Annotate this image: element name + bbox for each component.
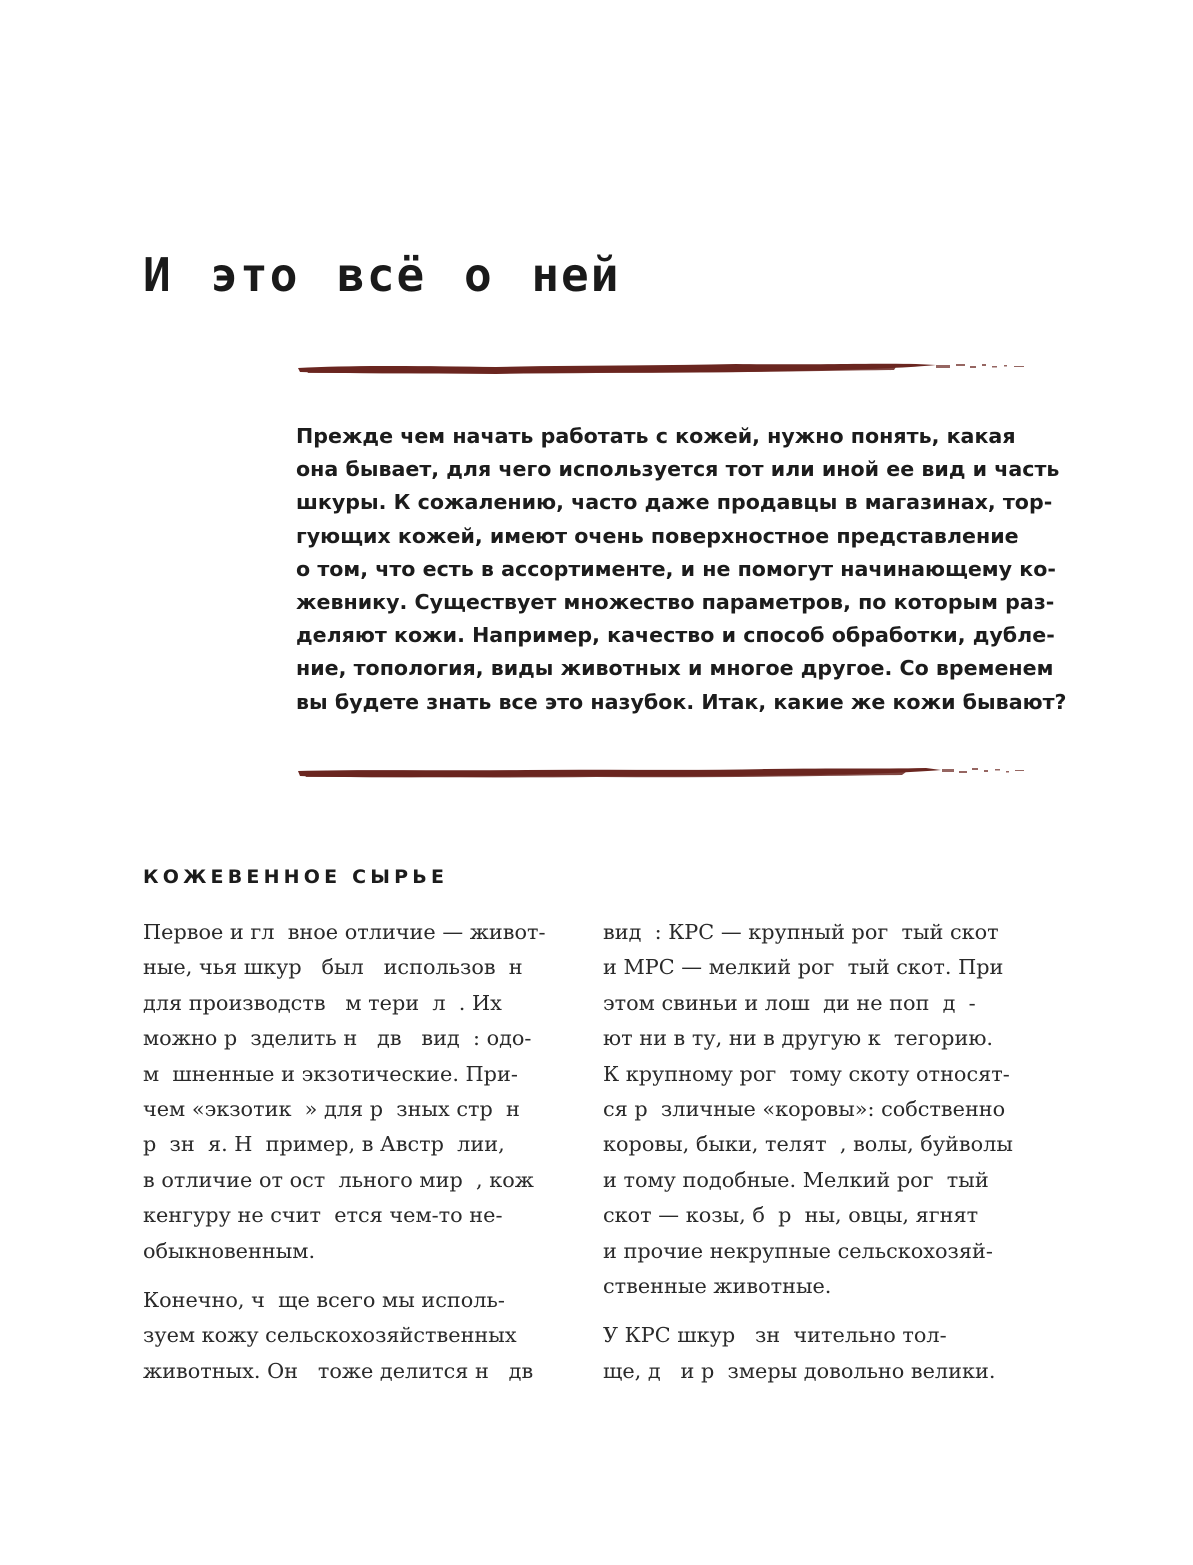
body-line: коровы, быки, телят , волы, буйволы <box>603 1132 1013 1157</box>
body-line: и МРС — мелкий рог тый скот. При <box>603 955 1004 980</box>
body-line: р зн я. Н пример, в Австр лии, <box>143 1132 505 1157</box>
body-line: Конечно, ч ще всего мы исполь- <box>143 1288 505 1313</box>
brush-stroke-divider-top <box>296 359 1032 381</box>
body-line: ют ни в ту, ни в другую к тегорию. <box>603 1026 994 1051</box>
body-line: и прочие некрупные сельскохозяй- <box>603 1238 993 1263</box>
intro-line: о том, что есть в ассортименте, и не помогут начинающему ко- <box>296 556 1056 581</box>
brush-stroke-icon <box>296 359 1032 381</box>
body-line: этом свиньи и лош ди не поп д - <box>603 990 976 1015</box>
brush-stroke-divider-bottom <box>296 763 1032 785</box>
chapter-title: И это всё о ней <box>143 248 621 302</box>
intro-paragraph <box>296 420 1067 719</box>
body-line: кенгуру не счит ется чем-то не- <box>143 1203 503 1228</box>
body-line: обыкновенным. <box>143 1238 316 1263</box>
body-line: ственные животные. <box>603 1274 832 1299</box>
intro-line: гующих кожей, имеют очень поверхностное представление <box>296 523 1019 548</box>
body-line: чем «экзотик » для р зных стр н <box>143 1097 520 1122</box>
intro-line: она бывает, для чего используется тот или иной ее вид и часть <box>296 457 1060 482</box>
body-line: ные, чья шкур был использов н <box>143 955 523 980</box>
intro-line: жевнику. Существует множество параметров, по которым раз- <box>296 590 1055 615</box>
body-line: м шненные и экзотические. При- <box>143 1061 518 1086</box>
body-column-left <box>143 915 573 1403</box>
body-paragraph <box>603 915 1043 1304</box>
section-heading: КОЖЕВЕННОЕ СЫРЬЕ <box>143 866 449 888</box>
body-paragraph <box>603 1318 1043 1389</box>
intro-line: ние, топология, виды животных и многое другое. Со временем <box>296 656 1054 681</box>
body-line: зуем кожу сельскохозяйственных <box>143 1323 517 1348</box>
brush-stroke-icon <box>296 763 1032 785</box>
body-line: ще, д и р змеры довольно велики. <box>603 1358 996 1383</box>
body-line: можно р зделить н дв вид : одо- <box>143 1026 532 1051</box>
body-line: животных. Он тоже делится н дв <box>143 1358 534 1383</box>
body-line: К крупному рог тому скоту относят- <box>603 1061 1010 1086</box>
body-column-right <box>603 915 1043 1403</box>
body-line: и тому подобные. Мелкий рог тый <box>603 1167 989 1192</box>
intro-line: деляют кожи. Например, качество и способ обработки, дубле- <box>296 623 1055 648</box>
body-line: для производств м тери л . Их <box>143 990 502 1015</box>
body-line: в отличие от ост льного мир , кож <box>143 1167 534 1192</box>
body-line: У КРС шкур зн чительно тол- <box>603 1323 947 1348</box>
body-line: вид : КРС — крупный рог тый скот <box>603 920 999 944</box>
intro-line: Прежде чем начать работать с кожей, нужно понять, какая <box>296 424 1016 448</box>
body-line: Первое и гл вное отличие — живот- <box>143 920 546 944</box>
body-line: скот — козы, б р ны, овцы, ягнят <box>603 1203 979 1228</box>
intro-line: шкуры. К сожалению, часто даже продавцы в магазинах, тор- <box>296 490 1053 515</box>
body-paragraph <box>143 1283 573 1389</box>
intro-line: вы будете знать все это назубок. Итак, какие же кожи бывают? <box>296 689 1067 714</box>
body-paragraph <box>143 915 573 1269</box>
body-line: ся р зличные «коровы»: собственно <box>603 1097 1006 1122</box>
